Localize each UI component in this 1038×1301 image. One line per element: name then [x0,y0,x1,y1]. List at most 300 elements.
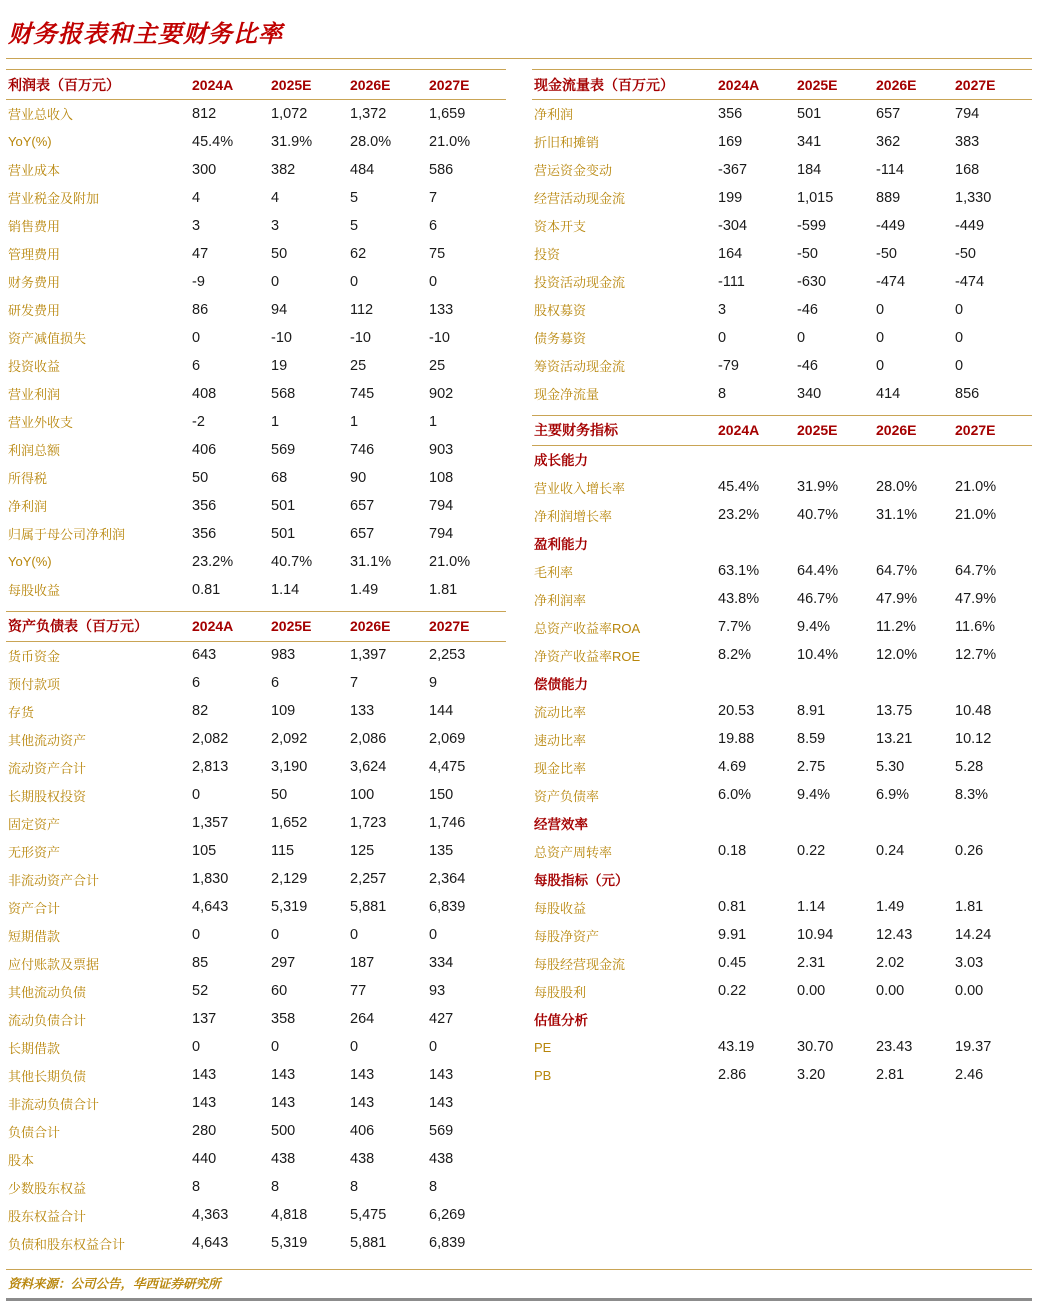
cell-value: 45.4% [192,133,234,150]
cell-value: 8.59 [797,731,826,747]
cell-value: 9.91 [718,927,747,943]
cell-value: 0 [192,927,201,943]
cell-value: 568 [271,385,296,402]
table-row [6,781,506,809]
cell-value: 2,069 [429,731,466,747]
table-row [6,464,506,492]
row-label: 其他流动资产 [8,732,87,748]
cell-value [795,865,874,893]
row-label: 销售费用 [8,219,61,234]
left-column [6,69,506,1257]
cell-value: 9.4% [797,619,831,635]
table-row [532,324,1032,352]
table-row [532,557,1032,585]
table-row [6,809,506,837]
cell-value: 21.0% [955,507,997,523]
cell-value: 1 [350,413,359,430]
cell-value: 2.31 [797,955,826,971]
column-header: 2025E [271,76,312,93]
cell-value: 50 [271,245,288,262]
section-label: 成长能力 [534,453,588,469]
cell-value: 4 [271,189,280,206]
cell-value: 340 [797,385,822,402]
cell-value: 112 [350,301,374,318]
section-label: 经营效率 [534,817,588,832]
row-label: 研发费用 [8,303,61,318]
table-row [532,100,1032,128]
cell-value: 1,015 [797,189,834,206]
table-row [6,837,506,865]
column-header: 2027E [955,76,996,93]
table-row [532,641,1032,669]
cell-value: 0.81 [192,581,221,598]
table-row [6,865,506,893]
cell-value: 0.18 [718,843,747,859]
table-row [532,725,1032,753]
cell-value: -449 [876,217,906,234]
cell-value: 2,813 [192,759,229,775]
table-row [6,212,506,240]
cell-value: 0 [876,357,885,374]
section-label: 偿债能力 [534,677,588,692]
cell-value: 1,357 [192,815,229,831]
row-label: 资本开支 [534,219,587,234]
column-header: 2024A [718,76,760,93]
cell-value: 501 [797,105,822,122]
cell-value: 4 [192,189,201,206]
table-header-row [532,70,1032,100]
cell-value: 406 [350,1123,375,1139]
table-row [6,641,506,669]
table-row [6,1117,506,1145]
cell-value: 40.7% [797,507,839,523]
row-label: 每股收益 [534,900,587,916]
cell-value: 438 [429,1151,454,1167]
table-row [532,352,1032,380]
cell-value: 5,319 [271,1235,308,1251]
row-label: 短期借款 [8,928,61,944]
cell-value: 1,072 [271,105,308,122]
cell-value: 983 [271,647,296,664]
cell-value: 0.24 [876,843,905,859]
cell-value: 23.2% [718,507,760,523]
section-row [532,809,1032,837]
income-statement-table [6,69,506,604]
row-label: 少数股东权益 [8,1180,87,1196]
row-label: 筹资活动现金流 [534,359,626,374]
table-row [532,296,1032,324]
table-row [532,473,1032,501]
cell-value: 264 [350,1011,375,1027]
row-label: 现金比率 [534,760,587,776]
cell-value: 135 [429,843,454,859]
cell-value: 1,830 [192,871,229,887]
row-label: 总资产收益率ROA [534,620,641,636]
cell-value: 63.1% [718,563,760,579]
cell-value: -50 [876,245,897,262]
cell-value: 137 [192,1011,217,1027]
cell-value [795,1005,874,1033]
table-row [6,296,506,324]
cell-value: 64.4% [797,563,839,579]
table-row [532,380,1032,408]
cell-value: -79 [718,357,739,374]
table-row [6,128,506,156]
cell-value: 889 [876,189,901,206]
cell-value: 108 [429,469,454,486]
cell-value: 501 [271,497,296,514]
row-label: 债务募资 [534,331,587,346]
cell-value: 0 [429,273,438,290]
row-label: PE [534,1039,552,1055]
cell-value: 427 [429,1011,454,1027]
cell-value: 2.75 [797,759,826,775]
cell-value: 90 [350,469,367,486]
cell-value: 21.0% [429,133,471,150]
cell-value: 7 [429,189,438,206]
section-row [532,669,1032,697]
table-header-row [532,415,1032,445]
cell-value: 143 [192,1095,217,1111]
row-label: 固定资产 [8,816,61,832]
column-header: 2024A [192,76,234,93]
page-title: 财务报表和主要财务比率 [8,22,283,48]
cell-value: 0.00 [955,983,984,999]
cell-value [874,809,953,837]
row-label: 每股股利 [534,984,587,1000]
cell-value: 115 [271,843,295,859]
row-label: 无形资产 [8,844,61,860]
table-row [532,613,1032,641]
cell-value: 100 [350,787,375,803]
cell-value: 43.8% [718,591,760,607]
table-row [532,128,1032,156]
cell-value: 9 [429,675,438,691]
row-label: 利润总额 [8,443,61,458]
cell-value: 2,253 [429,647,466,664]
table-row [6,324,506,352]
cell-value: 19.88 [718,731,755,747]
row-label: 每股收益 [8,583,61,598]
cell-value: 25 [429,357,446,374]
table-row [532,1061,1032,1089]
table-row [532,977,1032,1005]
cell-value: 0 [350,1039,359,1055]
cell-value: 23.2% [192,553,234,570]
cell-value: 19.37 [955,1039,992,1055]
table-row [532,697,1032,725]
row-label: 应付账款及票据 [8,956,100,972]
table-row [6,240,506,268]
cell-value: 6.9% [876,787,910,803]
metrics-table [532,415,1032,1090]
cell-value: 2.86 [718,1067,747,1083]
cell-value: 3 [718,301,727,318]
cell-value [874,669,953,697]
row-label: 长期借款 [8,1040,61,1056]
row-label: 资产合计 [8,900,61,916]
cell-value: -304 [718,217,748,234]
cell-value: 812 [192,105,217,122]
cell-value: 164 [718,245,743,262]
row-label: 归属于母公司净利润 [8,527,126,542]
cell-value: 356 [718,105,743,122]
cell-value: -10 [271,329,292,346]
cell-value: 144 [429,703,454,719]
cell-value: 358 [271,1011,296,1027]
table-row [532,501,1032,529]
cell-value: 856 [955,385,980,402]
cell-value: 1.14 [271,581,300,598]
cell-value: 6 [429,217,438,234]
cell-value: 133 [350,703,375,719]
cell-value: 5.30 [876,759,905,775]
cell-value: 0 [429,1039,438,1055]
table-row [6,949,506,977]
cell-value: 0 [350,927,359,943]
row-label: 存货 [8,704,35,720]
cell-value [716,445,795,473]
row-label: 经营活动现金流 [534,191,626,206]
cell-value: 1.81 [955,899,984,915]
table-row [532,184,1032,212]
table-title: 利润表（百万元） [8,76,120,93]
cell-value: 75 [429,245,446,262]
cell-value: 2.02 [876,955,905,971]
cell-value [795,669,874,697]
cell-value: 85 [192,955,209,971]
cell-value: -10 [350,329,371,346]
section-label: 盈利能力 [534,537,588,552]
cell-value: 8.2% [718,647,752,663]
row-label: PB [534,1067,552,1083]
cell-value: 643 [192,647,217,664]
row-label: 现金净流量 [534,387,600,402]
cell-value: -50 [955,245,976,262]
cell-value: 5,319 [271,899,308,915]
table-row [532,921,1032,949]
section-row [532,529,1032,557]
cell-value: 4,363 [192,1207,229,1223]
cell-value: -630 [797,273,827,290]
cell-value: 11.6% [955,619,996,635]
cell-value: -114 [876,161,904,178]
cell-value: 50 [192,469,209,486]
row-label: 负债和股东权益合计 [8,1236,126,1252]
cell-value [716,529,795,557]
row-label: 管理费用 [8,247,61,262]
table-row [6,753,506,781]
row-label: 营业总收入 [8,107,74,123]
cell-value: -10 [429,329,450,346]
column-header: 2026E [350,618,391,634]
cell-value: 11.2% [876,619,917,635]
cell-value: 2,086 [350,731,387,747]
cell-value: 40.7% [271,553,313,570]
table-row [6,1173,506,1201]
row-label: 投资活动现金流 [534,275,626,290]
cell-value: 1 [429,413,438,430]
cell-value: 31.1% [876,507,918,523]
table-row [6,100,506,128]
column-header: 2024A [718,422,760,438]
cell-value: 746 [350,441,375,458]
cell-value: 5 [350,189,359,206]
cell-value: 28.0% [876,479,918,495]
row-label: 资产负债率 [534,788,600,804]
cell-value: 43.19 [718,1039,755,1055]
cell-value: 4,475 [429,759,466,775]
cell-value: 334 [429,955,454,971]
table-title: 现金流量表（百万元） [534,76,674,93]
table-row [6,1061,506,1089]
cell-value: 297 [271,955,296,971]
balance-sheet-table [6,611,506,1258]
row-label: 净利润增长率 [534,508,613,524]
cell-value: 133 [429,301,454,318]
cell-value: 5,881 [350,1235,387,1251]
cell-value: 0.22 [718,983,747,999]
cell-value: 12.0% [876,647,918,663]
cell-value [795,529,874,557]
cell-value: 109 [271,703,296,719]
row-label: 营运资金变动 [534,163,613,178]
cell-value: 13.21 [876,731,913,747]
source-note: 资料来源：公司公告，华西证券研究所 [8,1277,221,1291]
cell-value: 28.0% [350,133,392,150]
table-row [532,240,1032,268]
table-row [6,977,506,1005]
column-header: 2027E [429,76,470,93]
cell-value: 3 [271,217,280,234]
cell-value: 0 [876,329,885,346]
cell-value: 52 [192,983,209,999]
cell-value: 745 [350,385,375,402]
cell-value: 6 [271,675,280,691]
table-row [6,352,506,380]
cell-value: 30.70 [797,1039,834,1055]
cell-value: -50 [797,245,818,262]
cell-value: -46 [797,357,818,374]
cell-value: 0.45 [718,955,747,971]
row-label: 非流动负债合计 [8,1096,100,1112]
row-label: 股权募资 [534,303,587,318]
table-row [6,548,506,576]
row-label: 流动资产合计 [8,760,87,776]
cell-value: 903 [429,441,454,458]
table-row [6,697,506,725]
cell-value: 362 [876,133,901,150]
table-row [6,520,506,548]
cell-value: 31.9% [271,133,313,150]
row-label: 股东权益合计 [8,1208,87,1224]
row-label: 其他长期负债 [8,1068,87,1084]
table-row [6,725,506,753]
cell-value: 2,092 [271,731,308,747]
cell-value: 8 [350,1179,359,1195]
cell-value: 19 [271,357,288,374]
table-row [532,212,1032,240]
cell-value: 6 [192,675,201,691]
cell-value: 3.20 [797,1067,826,1083]
cell-value: 4,643 [192,899,229,915]
table-row [532,893,1032,921]
cell-value: 12.43 [876,927,913,943]
cell-value: 199 [718,189,743,206]
column-header: 2025E [797,76,838,93]
cell-value: 1.81 [429,581,458,598]
cell-value: 8 [271,1179,280,1195]
cell-value: 0 [271,273,280,290]
table-header-row [6,611,506,641]
cell-value: 31.1% [350,553,392,570]
section-row [532,1005,1032,1033]
title-divider [6,58,1032,59]
cell-value: 12.7% [955,647,997,663]
cell-value: 64.7% [876,563,918,579]
cell-value: 187 [350,955,375,971]
cell-value: 0 [192,787,201,803]
row-label: 流动负债合计 [8,1012,87,1028]
row-label: 营业利润 [8,387,61,402]
cell-value: 68 [271,469,288,486]
cell-value: 8.91 [797,703,826,719]
row-label: 负债合计 [8,1124,61,1140]
cell-value: 6 [192,357,201,374]
row-label: 预付款项 [8,676,61,692]
cell-value: 10.12 [955,731,992,747]
cell-value: 143 [271,1067,296,1083]
cell-value: 0 [876,301,885,318]
cell-value: 5 [350,217,359,234]
row-label: 投资 [534,247,561,262]
right-column [532,69,1032,1089]
cell-value: -474 [876,273,906,290]
cell-value: 47.9% [955,591,997,607]
cell-value: 6,269 [429,1207,466,1223]
cell-value: 0 [429,927,438,943]
cell-value: 0 [192,329,201,346]
cell-value: 143 [350,1067,375,1083]
cell-value [874,865,953,893]
cell-value: 1.49 [350,581,379,598]
cell-value [716,669,795,697]
cell-value: 356 [192,497,217,514]
table-row [6,436,506,464]
row-label: 长期股权投资 [8,788,87,804]
row-label: 净利润 [8,499,48,514]
cell-value: 8 [429,1179,438,1195]
row-label: 速动比率 [534,732,587,748]
row-label: 毛利率 [534,564,574,580]
cell-value: 150 [429,787,454,803]
column-header: 2026E [876,76,917,93]
cell-value: 6,839 [429,899,466,915]
cell-value: 1.14 [797,899,826,915]
cell-value [716,865,795,893]
cell-value: 0 [797,329,806,346]
row-label: 非流动资产合计 [8,872,100,888]
cell-value: 1.49 [876,899,905,915]
cash-flow-table [532,69,1032,408]
cell-value [795,445,874,473]
cell-value: 2,364 [429,871,466,887]
cell-value: 10.48 [955,703,992,719]
row-label: 净利润 [534,107,574,123]
column-header: 2025E [271,618,312,634]
cell-value [874,1005,953,1033]
row-label: YoY(%) [8,134,52,149]
